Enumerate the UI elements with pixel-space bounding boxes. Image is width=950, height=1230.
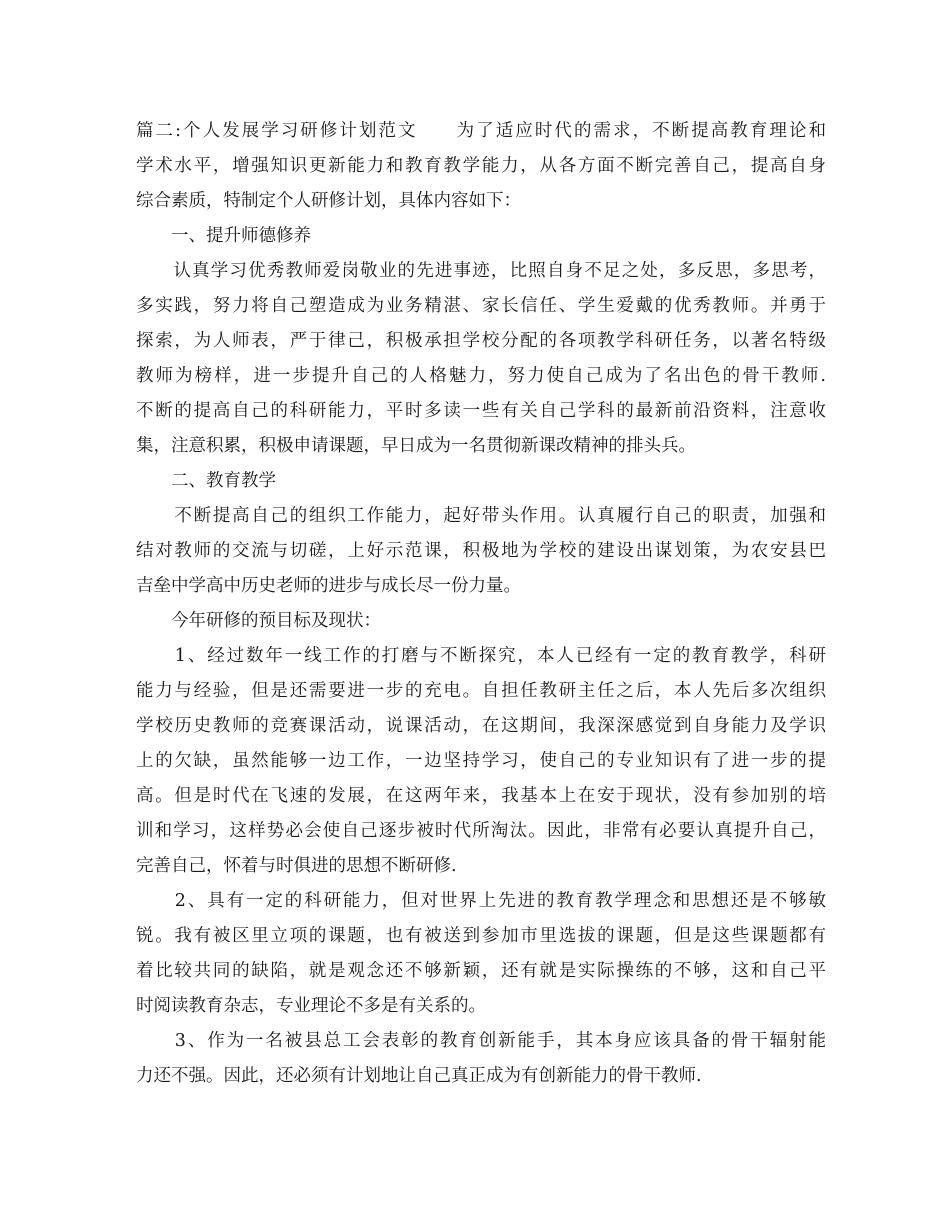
section-heading: 一、提升师德修养	[136, 226, 311, 246]
text-line: 教师为榜样，进一步提升自己的人格魅力，努力使自己成为了名出色的骨干教师.	[136, 366, 826, 386]
text-line: 锐。我有被区里立项的课题，也有被送到参加市里选拔的课题，但是这些课题都有	[136, 926, 826, 946]
text-line: 高。但是时代在飞速的发展，在这两年来，我基本上在安于现状，没有参加别的培	[136, 786, 826, 806]
text-line: 着比较共同的缺陷，就是观念还不够新颖，还有就是实际操练的不够，这和自己平	[136, 961, 826, 981]
text-line: 探索，为人师表，严于律己，积极承担学校分配的各项教学科研任务，以著名特级	[136, 331, 826, 351]
text-line: 训和学习，这样势必会使自己逐步被时代所淘汰。因此，非常有必要认真提升自己，	[136, 821, 826, 841]
text-line: 不断的提高自己的科研能力，平时多读一些有关自己学科的最新前沿资料，注意收	[136, 401, 826, 421]
text-line: 3、作为一名被县总工会表彰的教育创新能手，其本身应该具备的骨干辐射能	[136, 1031, 826, 1051]
text-line: 集，注意积累，积极申请课题，早日成为一名贯彻新课改精神的排头兵。	[136, 436, 696, 456]
text-line: 不断提高自己的组织工作能力，起好带头作用。认真履行自己的职责，加强和	[136, 506, 826, 526]
text-line: 1、经过数年一线工作的打磨与不断探究，本人已经有一定的教育教学，科研	[136, 646, 826, 666]
text-line: 时阅读教育杂志，专业理论不多是有关系的。	[136, 996, 486, 1016]
text-line: 吉垒中学高中历史老师的进步与成长尽一份力量。	[136, 576, 521, 596]
text-line: 多实践，努力将自己塑造成为业务精湛、家长信任、学生爱戴的优秀教师。并勇于	[136, 296, 826, 316]
text-line: 认真学习优秀教师爱岗敬业的先进事迹，比照自身不足之处，多反思，多思考，	[136, 261, 826, 281]
text-line: 结对教师的交流与切磋，上好示范课，积极地为学校的建设出谋划策，为农安县巴	[136, 541, 826, 561]
text-line: 完善自己，怀着与时俱进的思想不断研修.	[136, 856, 457, 876]
section-heading: 今年研修的预目标及现状：	[136, 611, 381, 631]
text-line: 综合素质，特制定个人研修计划，具体内容如下：	[136, 191, 521, 211]
text-line: 上的欠缺，虽然能够一边工作，一边坚持学习，使自己的专业知识有了进一步的提	[136, 751, 826, 771]
text-line: 2、具有一定的科研能力，但对世界上先进的教育教学理念和思想还是不够敏	[136, 891, 826, 911]
text-line: 篇二:个人发展学习研修计划范文 为了适应时代的需求，不断提高教育理论和	[136, 121, 826, 141]
text-line: 力还不强。因此，还必须有计划地让自己真正成为有创新能力的骨干教师.	[136, 1066, 702, 1086]
section-heading: 二、教育教学	[136, 471, 276, 491]
text-line: 学术水平，增强知识更新能力和教育教学能力，从各方面不断完善自己，提高自身	[136, 156, 826, 176]
text-line: 学校历史教师的竞赛课活动，说课活动，在这期间，我深深感觉到自身能力及学识	[136, 716, 826, 736]
text-line: 能力与经验，但是还需要进一步的充电。自担任教研主任之后，本人先后多次组织	[136, 681, 826, 701]
